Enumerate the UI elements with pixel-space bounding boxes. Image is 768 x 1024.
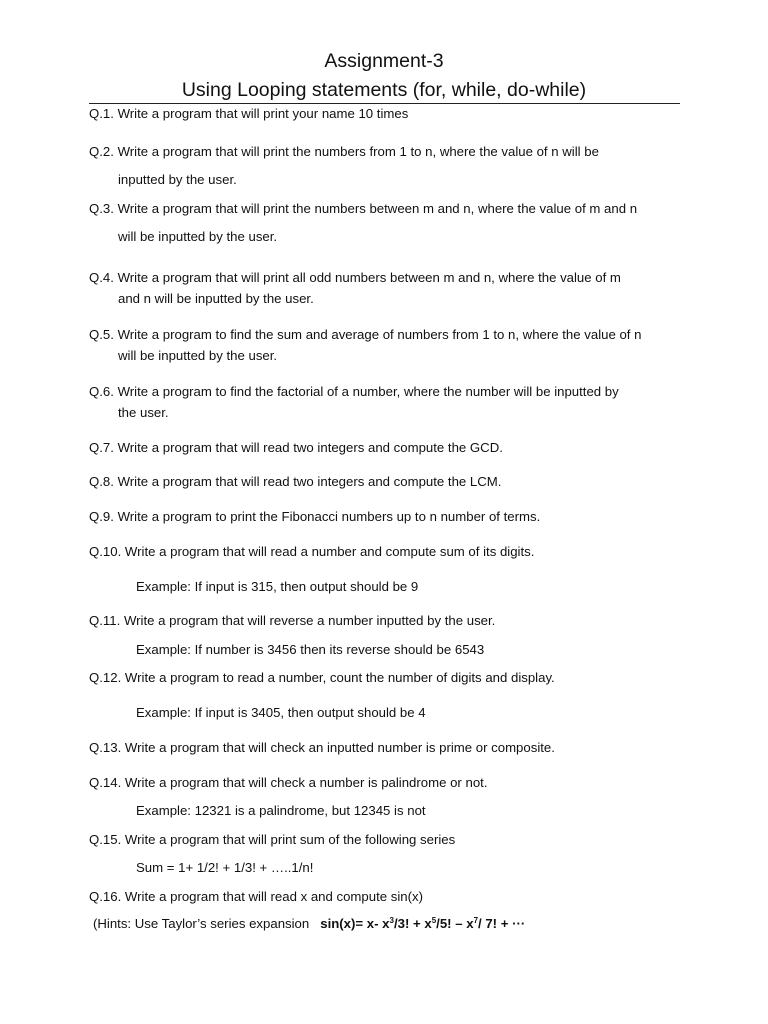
question-15-series: Sum = 1+ 1/2! + 1/3! + …..1/n! — [136, 860, 314, 875]
question-5-continued: will be inputted by the user. — [118, 348, 278, 363]
question-12: Q.12. Write a program to read a number, count the number of digits and display. — [89, 670, 555, 685]
formula-exponent-5: 5 — [431, 916, 437, 925]
title-divider — [89, 103, 680, 104]
question-10-example: Example: If input is 315, then output should be 9 — [136, 579, 419, 594]
hint-prefix: (Hints: Use Taylor’s series expansion — [93, 916, 310, 931]
question-3: Q.3. Write a program that will print the numbers between m and n, where the value of m and n — [89, 201, 638, 216]
question-2: Q.2. Write a program that will print the numbers from 1 to n, where the value of n will be — [89, 144, 599, 159]
taylor-series-formula — [320, 916, 525, 931]
formula-part-4: / 7! + ··· — [478, 916, 526, 931]
question-7: Q.7. Write a program that will read two integers and compute the GCD. — [89, 440, 503, 455]
question-9: Q.9. Write a program to print the Fibonacci numbers up to n number of terms. — [89, 509, 541, 524]
formula-part-1: sin(x)= x- x — [320, 916, 390, 931]
question-14: Q.14. Write a program that will check a number is palindrome or not. — [89, 775, 488, 790]
question-16-hint — [93, 916, 525, 932]
question-16: Q.16. Write a program that will read x and compute sin(x) — [89, 889, 423, 904]
question-3-continued: will be inputted by the user. — [118, 229, 278, 244]
question-5: Q.5. Write a program to find the sum and average of numbers from 1 to n, where the value of n — [89, 327, 642, 342]
question-1: Q.1. Write a program that will print your name 10 times — [89, 106, 409, 121]
assignment-subtitle: Using Looping statements (for, while, do-while) — [181, 79, 587, 101]
question-15: Q.15. Write a program that will print sum of the following series — [89, 832, 456, 847]
question-6: Q.6. Write a program to find the factorial of a number, where the number will be inputted by — [89, 384, 619, 399]
question-4-continued: and n will be inputted by the user. — [118, 291, 314, 306]
formula-part-2: /3! + x — [393, 916, 432, 931]
formula-part-3: /5! – x — [436, 916, 474, 931]
question-12-example: Example: If input is 3405, then output should be 4 — [136, 705, 426, 720]
question-4: Q.4. Write a program that will print all odd numbers between m and n, where the value of m — [89, 270, 621, 285]
question-13: Q.13. Write a program that will check an inputted number is prime or composite. — [89, 740, 555, 755]
question-8: Q.8. Write a program that will read two integers and compute the LCM. — [89, 474, 502, 489]
question-11-example: Example: If number is 3456 then its reverse should be 6543 — [136, 642, 485, 657]
assignment-title: Assignment-3 — [324, 50, 444, 72]
formula-exponent-3: 3 — [389, 916, 394, 925]
question-10: Q.10. Write a program that will read a number and compute sum of its digits. — [89, 544, 535, 559]
question-11: Q.11. Write a program that will reverse a number inputted by the user. — [89, 613, 496, 628]
formula-exponent-7: 7 — [473, 916, 479, 925]
question-2-continued: inputted by the user. — [118, 172, 237, 187]
question-14-example: Example: 12321 is a palindrome, but 12345 is not — [136, 803, 426, 818]
question-6-continued: the user. — [118, 405, 169, 420]
